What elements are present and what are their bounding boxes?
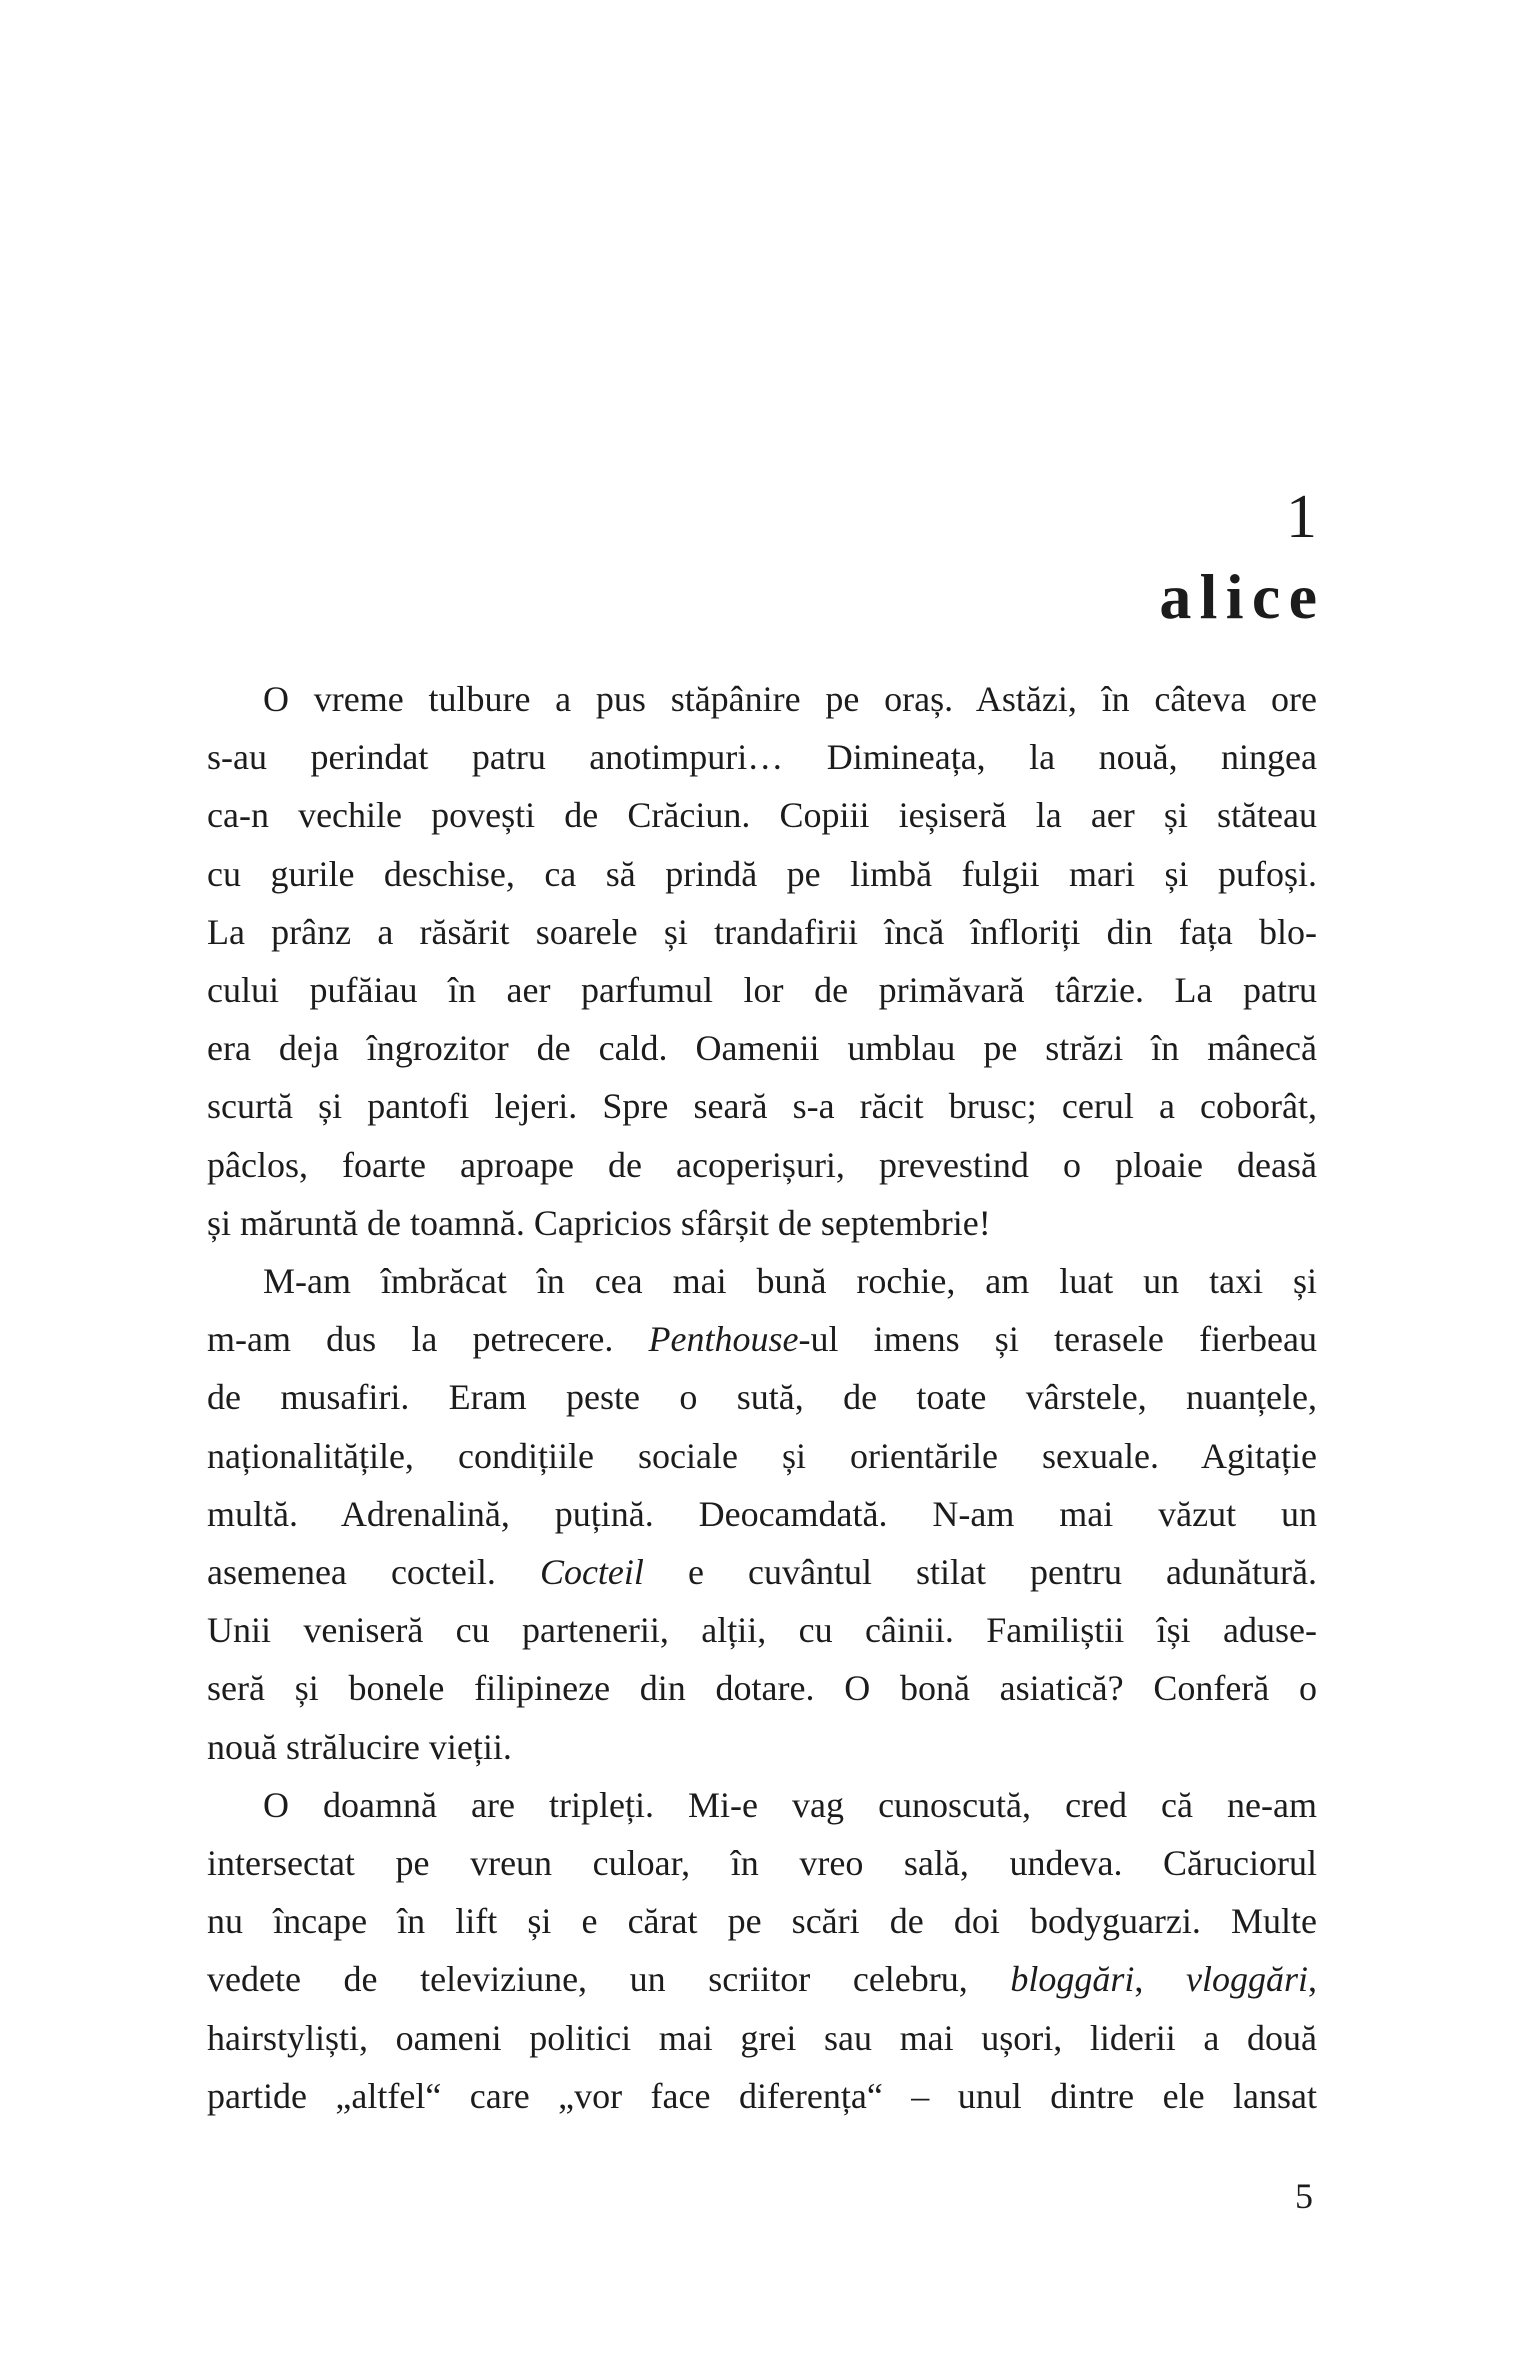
text-line: [207, 2067, 1317, 2125]
text-segment: nu încape în lift și e cărat pe scări de doi bodyguarzi. Multe: [207, 1901, 1317, 1942]
text-line: [207, 670, 1317, 728]
text-line: [207, 1194, 1317, 1252]
text-line: [207, 1601, 1317, 1659]
text-segment: ca-n vechile povești de Crăciun. Copiii ieșiseră la aer și stăteau: [207, 795, 1317, 836]
text-segment: naționalitățile, condițiile sociale și orientările sexuale. Agitație: [207, 1435, 1317, 1476]
text-line: [207, 1310, 1317, 1368]
text-segment: pâclos, foarte aproape de acoperișuri, prevestind o ploaie deasă: [207, 1144, 1317, 1185]
italic-text: bloggări: [1010, 1959, 1135, 2000]
text-line: [207, 1485, 1317, 1543]
text-segment: vedete de televiziune, un scriitor celebru,: [207, 1959, 1011, 2000]
text-line: [207, 1252, 1317, 1310]
chapter-number: 1: [1286, 483, 1317, 551]
text-line: [207, 1718, 1317, 1776]
text-segment: e cuvântul stilat pentru adunătură.: [643, 1552, 1317, 1593]
text-segment: și măruntă de toamnă. Capricios sfârșit de septembrie!: [207, 1202, 991, 1243]
text-segment: cu gurile deschise, ca să prindă pe limbă fulgii mari și pufoși.: [207, 853, 1317, 894]
chapter-title: alice: [1159, 561, 1326, 632]
text-segment: ,: [1308, 1959, 1318, 2000]
text-segment: -ul imens și terasele fierbeau: [798, 1319, 1317, 1360]
text-line: [207, 1019, 1317, 1077]
italic-text: Penthouse: [648, 1319, 799, 1360]
text-line: [207, 1776, 1317, 1834]
text-segment: nouă strălucire vieții.: [207, 1726, 512, 1767]
text-segment: O vreme tulbure a pus stăpânire pe oraș. Astăzi, în câteva ore: [263, 679, 1317, 719]
text-segment: La prânz a răsărit soarele și trandafirii încă înfloriți din fața blo-: [207, 911, 1317, 952]
text-line: [207, 2009, 1317, 2067]
text-line: [207, 903, 1317, 961]
body-text: [207, 670, 1317, 2125]
text-line: [207, 786, 1317, 844]
text-segment: multă. Adrenalină, puțină. Deocamdată. N-am mai văzut un: [207, 1493, 1317, 1534]
text-line: [207, 1368, 1317, 1426]
text-segment: era deja îngrozitor de cald. Oamenii umblau pe străzi în mânecă: [207, 1028, 1317, 1069]
page-number: 5: [1295, 2176, 1313, 2216]
text-segment: scurtă și pantofi lejeri. Spre seară s-a răcit brusc; cerul a coborât,: [207, 1086, 1317, 1127]
text-segment: intersectat pe vreun culoar, în vreo sală, undeva. Căruciorul: [207, 1843, 1317, 1884]
text-segment: m-am dus la petrecere.: [207, 1319, 649, 1360]
text-segment: partide „altfel“ care „vor face diferența“ – unul dintre ele lansat: [207, 2075, 1317, 2116]
text-segment: Unii veniseră cu partenerii, alții, cu câinii. Familiștii își aduse-: [207, 1610, 1317, 1651]
text-line: [207, 961, 1317, 1019]
text-segment: O doamnă are tripleți. Mi-e vag cunoscută, cred că ne-am: [263, 1784, 1317, 1825]
italic-text: Cocteil: [539, 1552, 644, 1593]
text-segment: ,: [1134, 1959, 1187, 2000]
text-line: [207, 845, 1317, 903]
text-segment: cului pufăiau în aer parfumul lor de primăvară târzie. La patru: [207, 970, 1317, 1011]
text-segment: seră și bonele filipineze din dotare. O bonă asiatică? Conferă o: [207, 1668, 1317, 1709]
italic-text: vloggări: [1186, 1959, 1309, 2000]
text-line: [207, 1077, 1317, 1135]
text-line: [207, 1892, 1317, 1950]
text-segment: s-au perindat patru anotimpuri… Dimineața, la nouă, ningea: [207, 737, 1317, 778]
text-segment: de musafiri. Eram peste o sută, de toate vârstele, nuanțele,: [207, 1377, 1317, 1418]
text-line: [207, 1950, 1317, 2008]
text-segment: M-am îmbrăcat în cea mai bună rochie, am luat un taxi și: [263, 1261, 1317, 1302]
text-segment: hairstyliști, oameni politici mai grei sau mai ușori, liderii a două: [207, 2017, 1317, 2058]
text-line: [207, 1659, 1317, 1717]
text-line: [207, 1427, 1317, 1485]
chapter-heading: [207, 483, 1326, 632]
text-line: [207, 1543, 1317, 1601]
text-segment: asemenea cocteil.: [207, 1552, 540, 1593]
text-line: [207, 1834, 1317, 1892]
text-line: [207, 1136, 1317, 1194]
text-line: [207, 728, 1317, 786]
